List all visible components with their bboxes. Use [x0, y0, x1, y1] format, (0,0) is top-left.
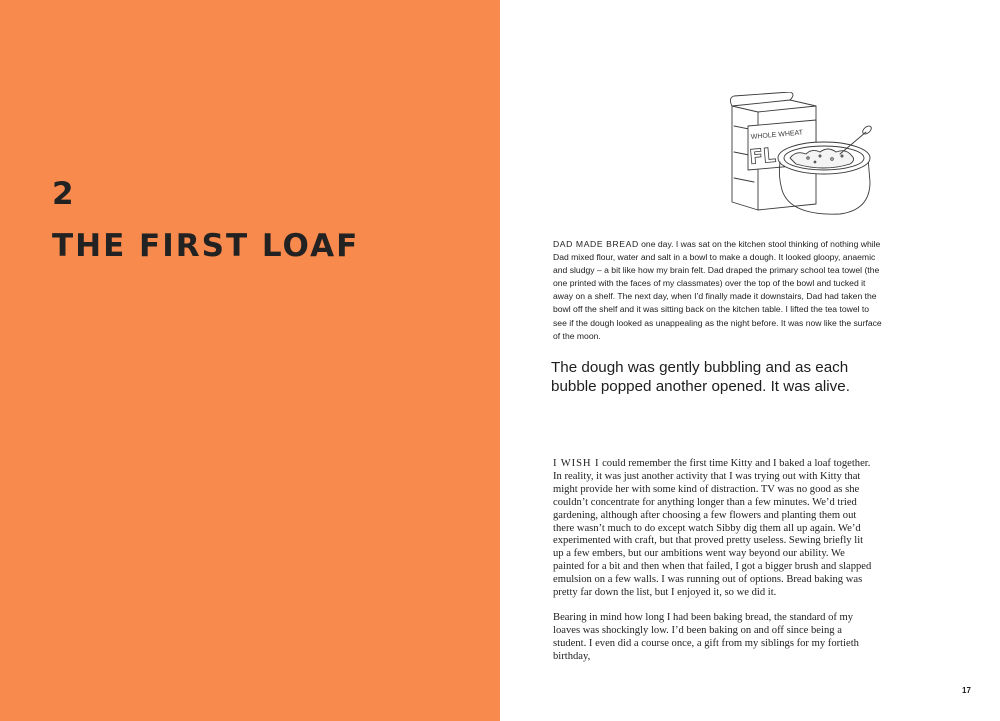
flour-bag-and-mixing-bowl-icon: [720, 92, 880, 217]
body-paragraph-2: Bearing in mind how long I had been baking bread, the standard of my loaves was shockingly low. I’d been baking on and off since being a student. I even did a course once, a gift from my siblings for my fortieth birthday,: [553, 611, 859, 662]
pull-quote: The dough was gently bubbling and as each bubble popped another opened. It was alive.: [551, 359, 850, 395]
page-number: 17: [962, 686, 971, 695]
chapter-number: 2: [52, 176, 75, 212]
body-lead-caps: I WISH I: [553, 458, 600, 469]
body-text: [553, 458, 873, 664]
chapter-title: THE FIRST LOAF: [52, 228, 360, 264]
flour-bag-label-big: FL: [748, 142, 777, 169]
intro-lead-caps: DAD MADE BREAD: [553, 239, 639, 249]
intro-text: one day. I was sat on the kitchen stool thinking of nothing while Dad mixed flour, water and salt in a bowl to make a dough. It looked gloopy, anaemic and sludgy – a bit like how my brain felt. Dad draped the primary school tea towel (the one printed with the faces of my classmates) over the top of the bowl and tucked it away on a shelf. The next day, when I’d finally made it downstairs, Dad had taken the bowl off the shelf and it was sitting back on the kitchen table. I lifted the tea towel to see if the dough looked as unappealing as the night before. It was now like the surface of the moon.: [553, 239, 882, 341]
intro-paragraph: [553, 238, 883, 343]
body-paragraph-1-text: could remember the first time Kitty and I baked a loaf together. In reality, it was just another activity that I was trying out with Kitty that might provide her with some kind of distraction. TV was no good as she couldn’t concentrate for anything longer than a few minutes. We’d tried gardening, although after choosing a few flowers and planting them out there wasn’t much to do except watch Sibby dig them all up again. We’d experimented with craft, but that proved pretty useless. Sewing briefly lit up a few embers, but our ambitions went way beyond our ability. We painted for a bit and then when that failed, I got a bigger brush and slapped emulsion on a few walls. I was running out of options. Bread baking was pretty far down the list, but I enjoyed it, so we did it.: [553, 458, 872, 599]
body-paragraph-1: [553, 458, 873, 600]
flour-bag-label-top: WHOLE WHEAT: [750, 129, 804, 141]
